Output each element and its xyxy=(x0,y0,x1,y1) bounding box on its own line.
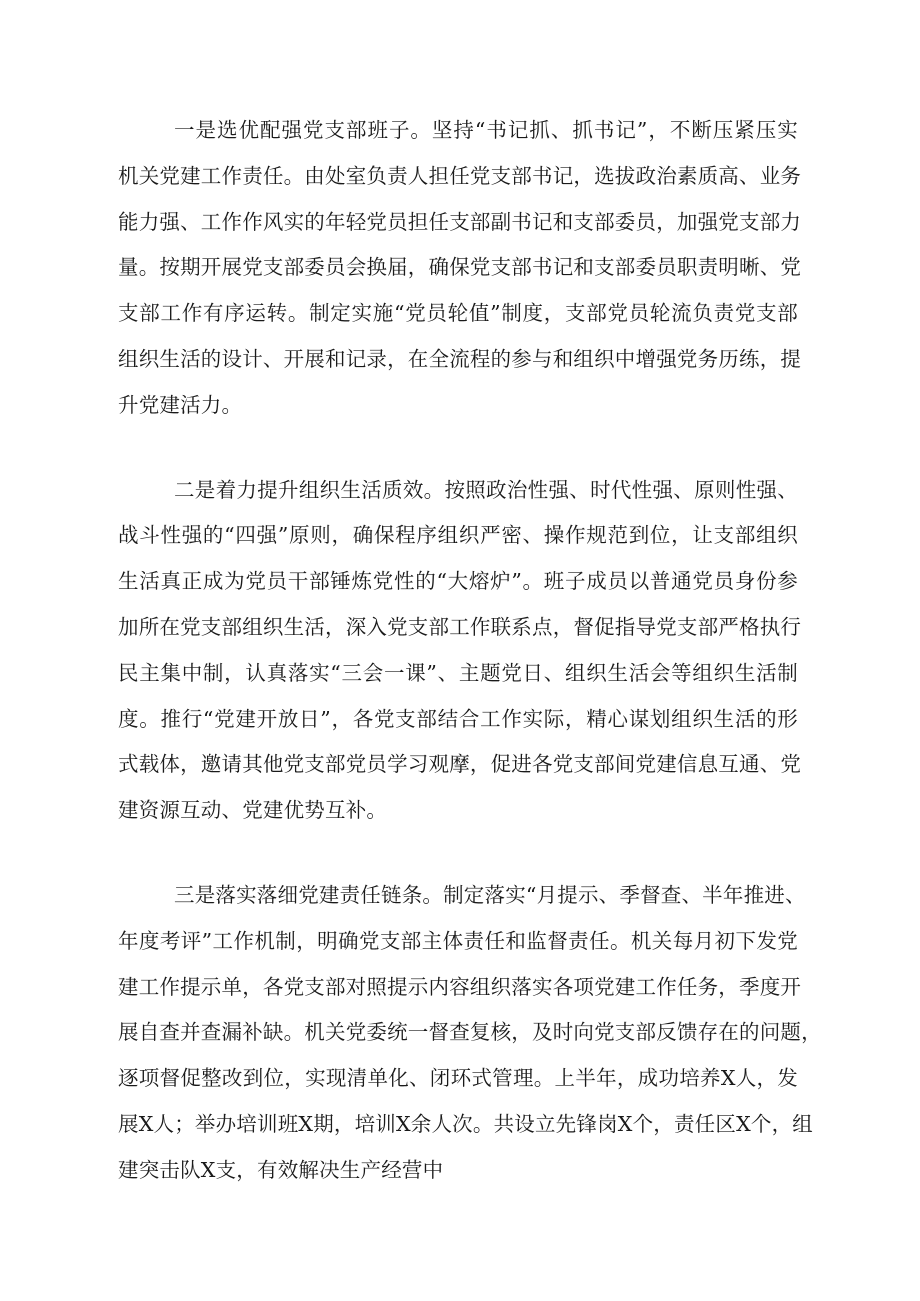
text-line: 能力强、工作作风实的年轻党员担任支部副书记和支部委员，加强党支部力 xyxy=(118,209,802,234)
paragraph-spacer xyxy=(118,834,798,873)
paragraph-2 xyxy=(118,468,802,834)
text-line: 组织生活的设计、开展和记录，在全流程的参与和组织中增强党务历练，提 xyxy=(118,346,802,371)
text-line: 三是落实落细党建责任链条。制定落实“月提示、季督查、半年推进、 xyxy=(174,882,806,907)
text-line: 战斗性强的“四强”原则，确保程序组织严密、操作规范到位，让支部组织 xyxy=(118,523,798,548)
text-line: 建突击队X支，有效解决生产经营中 xyxy=(118,1157,444,1182)
text-line: 逐项督促整改到位，实现清单化、闭环式管理。上半年，成功培养X人，发 xyxy=(118,1066,798,1091)
text-line: 展自查并查漏补缺。机关党委统一督查复核，及时向党支部反馈存在的问题， xyxy=(118,1020,822,1045)
paragraph-1 xyxy=(118,108,802,429)
text-line: 机关党建工作责任。由处室负责人担任党支部书记，选拔政治素质高、业务 xyxy=(118,163,802,188)
text-line: 度。推行“党建开放日”，各党支部结合工作实际，精心谋划组织生活的形 xyxy=(118,706,798,731)
text-line: 式载体，邀请其他党支部党员学习观摩，促进各党支部间党建信息互通、党 xyxy=(118,752,802,777)
text-line: 升党建活力。 xyxy=(118,392,243,417)
text-line: 年度考评”工作机制，明确党支部主体责任和监督责任。机关每月初下发党 xyxy=(118,928,798,953)
text-line: 一是选优配强党支部班子。坚持“书记抓、抓书记”，不断压紧压实 xyxy=(174,118,798,142)
text-line: 支部工作有序运转。制定实施“党员轮值”制度，支部党员轮流负责党支部 xyxy=(118,301,798,326)
text-line: 二是着力提升组织生活质效。按照政治性强、时代性强、原则性强、 xyxy=(174,477,798,502)
paragraph-spacer xyxy=(118,429,798,468)
text-line: 展X人；举办培训班X期，培训X余人次。共设立先锋岗X个，责任区X个，组 xyxy=(118,1111,813,1136)
paragraph-3 xyxy=(118,873,822,1194)
text-line: 建工作提示单，各党支部对照提示内容组织落实各项党建工作任务，季度开 xyxy=(118,974,802,999)
text-line: 生活真正成为党员干部锤炼党性的“大熔炉”。班子成员以普通党员身份参 xyxy=(118,569,798,594)
text-line: 建资源互动、党建优势互补。 xyxy=(118,798,388,823)
text-line: 量。按期开展党支部委员会换届，确保党支部书记和支部委员职责明晰、党 xyxy=(118,255,802,280)
text-line: 加所在党支部组织生活，深入党支部工作联系点，督促指导党支部严格执行 xyxy=(118,614,802,639)
document-body xyxy=(118,108,822,1194)
text-line: 民主集中制，认真落实“三会一课”、主题党日、组织生活会等组织生活制 xyxy=(118,660,798,685)
